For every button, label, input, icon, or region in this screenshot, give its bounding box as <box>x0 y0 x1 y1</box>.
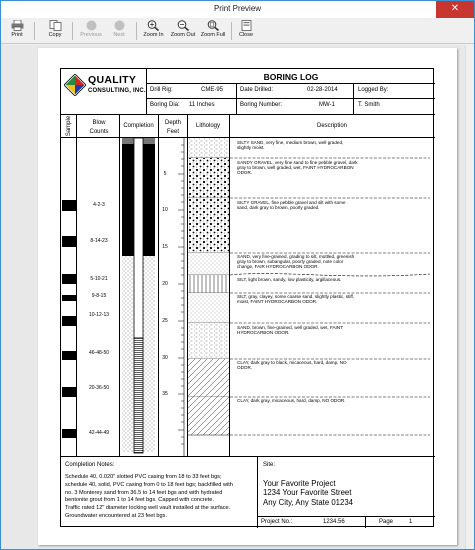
date-drilled-value: 02-28-2014 <box>307 87 338 93</box>
zoom-full-label: Zoom Full <box>200 32 226 38</box>
depth-label: 35 <box>162 391 168 397</box>
depth-label: 25 <box>162 318 168 324</box>
depth-header: Depth Feet <box>164 120 181 135</box>
sample-marker <box>62 316 76 326</box>
completion-notes-title: Completion Notes: <box>65 462 115 468</box>
print-button[interactable] <box>6 19 28 43</box>
boring-number-label: Boring Number: <box>240 102 283 108</box>
boring-dia-value: 11 Inches <box>189 102 215 108</box>
depth-label: 20 <box>162 281 168 287</box>
next-label: Next <box>113 32 125 38</box>
copy-icon <box>49 20 62 31</box>
blow-count: 8-14-23 <box>90 238 108 244</box>
sample-marker <box>62 200 76 211</box>
previous-label: Previous <box>80 32 102 38</box>
vertical-scrollbar[interactable] <box>465 45 474 549</box>
sample-header: Sample <box>66 115 72 137</box>
zoom-in-label: Zoom In <box>143 32 164 38</box>
previous-icon <box>85 20 98 31</box>
notes-line: schedule 40, solid, PVC casing from 0 to 18 feet bgs; backfilled with <box>65 481 233 488</box>
boring-log-sheet <box>60 68 434 527</box>
zoom-in-button[interactable] <box>141 19 166 43</box>
blow-count: 9-8-15 <box>91 293 107 299</box>
site-line: Any City, Any State 01234 <box>263 497 354 507</box>
window-close-button[interactable]: ✕ <box>436 1 474 18</box>
quality-logo-icon <box>64 74 86 96</box>
date-drilled-label: Date Drilled: <box>240 87 274 93</box>
blow-count: 46-48-50 <box>88 350 109 356</box>
footer-divider <box>257 456 258 528</box>
footer-line <box>61 456 435 457</box>
depth-label: 5 <box>163 171 167 177</box>
sample-marker <box>62 387 76 397</box>
page-label: Page <box>379 519 394 525</box>
project-number-value: 1234.56 <box>323 519 345 525</box>
lithology-column <box>188 138 229 456</box>
drill-rig-label: Drill Rig: <box>150 87 173 93</box>
blow-count: 4-2-3 <box>93 202 105 208</box>
lithology-header: Lithology <box>195 123 221 129</box>
zoom-out-label: Zoom Out <box>170 32 196 38</box>
description-entry: SILTY SAND, very fine, medium brown, well graded, slightly moist. <box>237 140 344 151</box>
sample-marker <box>62 351 76 360</box>
completion-notes-body <box>65 474 251 521</box>
zoom-full-icon <box>207 20 220 31</box>
sample-marker <box>62 236 76 247</box>
completion-header: Completion <box>123 123 154 129</box>
depth-label: 30 <box>162 355 168 361</box>
sample-marker <box>62 429 76 438</box>
sample-marker <box>62 295 76 301</box>
site-line: Your Favorite Project <box>263 479 336 488</box>
depth-label: 15 <box>162 244 168 250</box>
blow-count: 10-12-13 <box>88 312 109 318</box>
zoom-out-button[interactable] <box>169 19 197 43</box>
toolbar-separator <box>136 22 137 40</box>
description-entry: SILTY GRAVEL, fine pebble gravel and silt with some sand, dark gray to brown, poorly graded. <box>237 200 346 211</box>
close-button[interactable] <box>236 19 256 43</box>
next-button[interactable] <box>108 19 130 43</box>
toolbar <box>1 18 474 44</box>
close-icon <box>240 20 253 31</box>
company-name: QUALITY <box>88 74 137 86</box>
header-line <box>61 114 435 115</box>
description-header: Description <box>316 123 347 129</box>
company-subtitle: CONSULTING, INC. <box>88 88 146 94</box>
report-title: BORING LOG <box>263 72 319 82</box>
depth-scale <box>158 138 188 456</box>
description-entry: SAND, brown, fine-grained, well graded, wet, FAINT HYDROCARBON ODOR. <box>237 325 343 336</box>
title-bar <box>1 1 474 18</box>
drill-rig-value: CME-95 <box>201 87 224 93</box>
blow-count: 5-10-21 <box>90 276 108 282</box>
footer-line <box>257 516 435 517</box>
description-entry: SILT, light brown, sandy, low plasticity, argillaceous. <box>237 277 342 282</box>
site-title: Site: <box>263 462 276 468</box>
blow-count: 42-44-49 <box>88 430 109 436</box>
depth-label: 10 <box>162 207 168 213</box>
notes-line: no. 3 Monterey sand from 36.5 to 14 feet bgs and with hydrated <box>65 489 223 496</box>
zoom-full-button[interactable] <box>199 19 227 43</box>
notes-line: bentonite grout from 1 to 14 feet bgs. Capped with concrete. <box>65 497 214 504</box>
blow-count: 20-36-50 <box>88 385 109 391</box>
column-divider <box>76 114 77 456</box>
description-entry: CLAY, dark gray, micaceous, hard, damp, NO ODOR. <box>237 398 346 403</box>
boring-number-value: MW-1 <box>319 102 335 108</box>
header-line <box>146 83 435 84</box>
window-title: Print Preview <box>213 4 262 13</box>
copy-label: Copy <box>48 32 62 38</box>
notes-line: Traffic rated 12" diameter locking well vault installed at the surface. <box>65 505 231 512</box>
site-address <box>263 479 433 507</box>
notes-line: Groundwater encountered at 23 feet bgs. <box>65 512 167 519</box>
description-entry: SILT, gray, clayey, some coarse sand, slightly plastic, stiff, moist, FAINT HYDROCARBON ODOR. <box>237 294 355 305</box>
site-line: 1234 Your Favorite Street <box>263 488 352 498</box>
preview-area[interactable] <box>1 45 474 549</box>
footer-divider <box>365 516 366 528</box>
logged-by-value: T. Smith <box>358 102 380 108</box>
copy-button[interactable] <box>44 19 66 43</box>
header-line <box>146 98 435 99</box>
header-divider <box>236 83 237 114</box>
header-divider <box>353 83 354 114</box>
blow-counts-header: Blow Counts <box>89 120 109 135</box>
next-icon <box>113 20 126 31</box>
well-completion-diagram <box>119 138 158 456</box>
zoom-out-icon <box>177 20 190 31</box>
zoom-in-icon <box>147 20 160 31</box>
preview-page <box>38 48 457 545</box>
description-entry: SAND, very fine-grained, grading to silt, mottled, greenish gray to brown, subangular, poorly graded, note color change, FAIR HYDROCARBON ODOR. <box>237 254 355 270</box>
page-number: 1 <box>409 519 413 525</box>
print-label: Print <box>11 32 23 38</box>
logged-by-label: Logged By: <box>358 87 389 93</box>
printer-icon <box>11 20 24 31</box>
toolbar-separator <box>72 22 73 40</box>
toolbar-separator <box>231 22 232 40</box>
close-label: Close <box>238 32 254 38</box>
project-number-label: Project No.: <box>261 519 293 525</box>
previous-button[interactable] <box>78 19 104 43</box>
boring-dia-label: Boring Dia: <box>150 102 180 108</box>
notes-line: Schedule 40, 0.020" slotted PVC casing from 18 to 33 feet bgs; <box>65 474 222 480</box>
sample-marker <box>62 274 76 284</box>
toolbar-separator <box>34 22 35 40</box>
description-entry: CLAY, dark gray to black, micaceous, hard, damp, NO ODOR. <box>237 360 347 371</box>
description-entry: SANDY GRAVEL, very fine sand to fine pebble gravel, dark gray to brown, well graded, wet, FAINT HYDROCARBON ODOR. <box>237 160 358 176</box>
